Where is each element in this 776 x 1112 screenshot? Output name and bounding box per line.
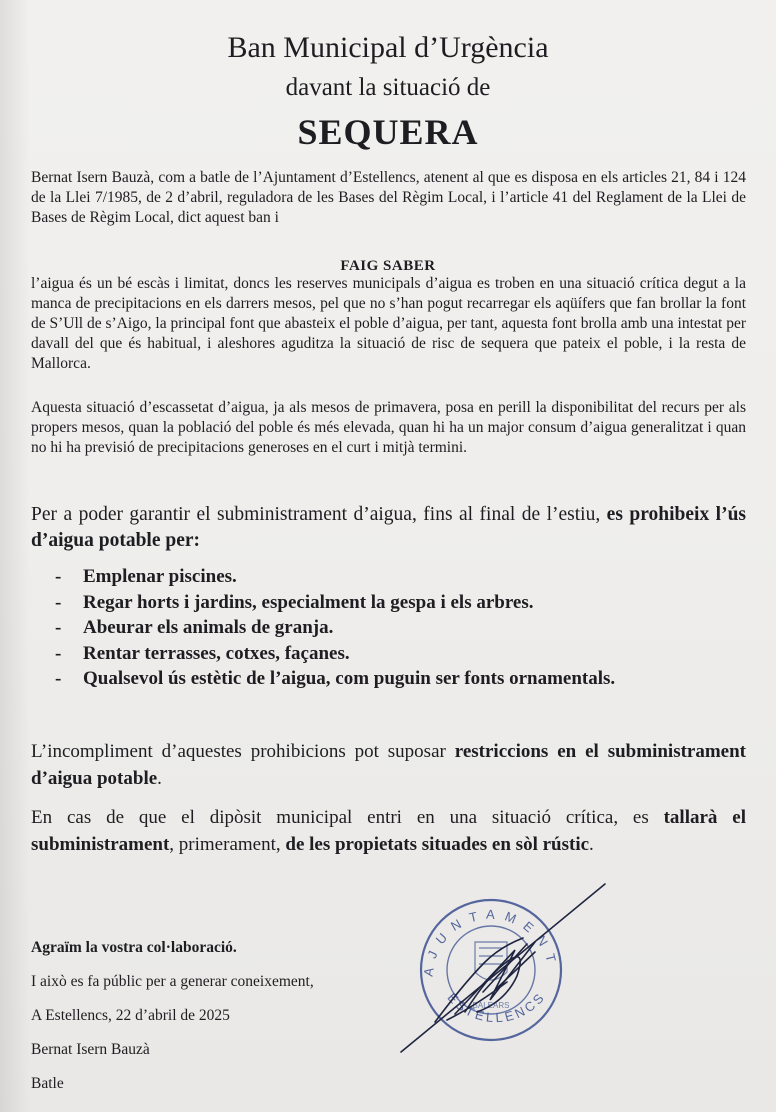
list-dash: - [55, 566, 62, 587]
list-dash: - [55, 668, 62, 689]
closing-public: I això es fa públic per a generar coneixement, [31, 973, 314, 990]
warning-text: , primerament, [169, 834, 281, 855]
stamp-inner-text: BALEARS [472, 1001, 510, 1010]
municipal-stamp [395, 872, 625, 1062]
closing-thanks: Agraïm la vostra col·laboració. [31, 939, 237, 956]
intro-paragraph: Bernat Isern Bauzà, com a batle de l’Ajuntament d’Estellencs, atenent al que es disposa en els articles 21, 84 i 124 de la Llei 7/1985, de 2 d’abril, reguladora de les Bases del Règim Local, i l’article 41 del Reglament de la Llei de Bases de Règim Local, dict aquest ban i [31, 169, 746, 226]
list-item-text: Rentar terrasses, cotxes, façanes. [83, 642, 350, 664]
closing-name: Bernat Isern Bauzà [31, 1041, 150, 1058]
warning-text: . [589, 834, 594, 855]
warning-text: En cas de que el dipòsit municipal entri en una situació crítica, es [31, 807, 649, 828]
warning-text: L’incompliment d’aquestes prohibicions pot suposar [31, 741, 446, 762]
section-heading: FAIG SABER [340, 258, 436, 274]
header [0, 28, 776, 156]
closing-block [31, 938, 314, 1108]
list-item [55, 666, 615, 692]
list-item-text: Regar horts i jardins, especialment la gespa i els arbres. [83, 591, 534, 613]
list-item [55, 564, 615, 590]
document-subtitle: davant la situació de [285, 74, 491, 101]
prohibition-emphasis: es prohibeix l’ús d’aigua potable per: [31, 504, 747, 551]
paragraph-2: Aquesta situació d’escassetat d’aigua, ja als mesos de primavera, posa en perill la disponibilitat del recurs per als propers mesos, quan la població del poble és més elevada, quan hi ha un major consum d’aigua generalitzat i quan no hi ha previsió de precipitacions generoses en el curt i mitjà termini. [31, 399, 746, 456]
warning-restrictions [31, 738, 746, 792]
prohibition-intro: Per a poder garantir el subministrament d’aigua, fins al final de l’estiu, [31, 504, 601, 525]
warning-emphasis: tallarà el subministrament [31, 807, 746, 855]
closing-role: Batle [31, 1075, 64, 1092]
list-item-text: Abeurar els animals de granja. [83, 617, 334, 638]
list-item [55, 641, 615, 667]
warning-emphasis: de les propietats situades en sòl rústic [285, 834, 590, 855]
warning-cutoff [31, 804, 746, 858]
list-item [55, 590, 615, 616]
main-title: SEQUERA [297, 112, 479, 152]
stamp-top-text: AJUNTAMENT [420, 906, 562, 978]
list-item-text: Qualsevol ús estètic de l’aigua, com puguin ser fonts ornamentals. [83, 668, 616, 689]
paragraph-1: l’aigua és un bé escàs i limitat, doncs les reserves municipals d’aigua es troben en una situació crítica degut a la manca de precipitacions en els darrers mesos, pel que no s’han pogut recarregar els aqüífers que fan brollar la font de S’Ull de s’Aigo, la principal font que abasteix el poble d’aigua, per tant, aquesta font brolla amb una intestat per davall del que és habitual, i aleshores aguditza la situació de risc de sequera que pateix el poble, i la resta de Mallorca. [31, 275, 746, 372]
list-item [55, 615, 615, 641]
list-dash: - [55, 591, 62, 613]
stamp-bottom-text: ESTELLENCS [444, 988, 549, 1026]
list-item-text: Emplenar piscines. [83, 566, 237, 587]
list-dash: - [55, 642, 62, 664]
paper-shadow [0, 0, 30, 1112]
warning-text: . [157, 768, 162, 789]
document-title: Ban Municipal d’Urgència [227, 31, 549, 64]
warning-emphasis: restriccions en el subministrament d’aigua potable [31, 741, 747, 789]
list-dash: - [55, 617, 62, 638]
prohibition-list [55, 564, 615, 692]
closing-place-date: A Estellencs, 22 d’abril de 2025 [31, 1007, 230, 1024]
prohibition-statement [31, 502, 746, 554]
